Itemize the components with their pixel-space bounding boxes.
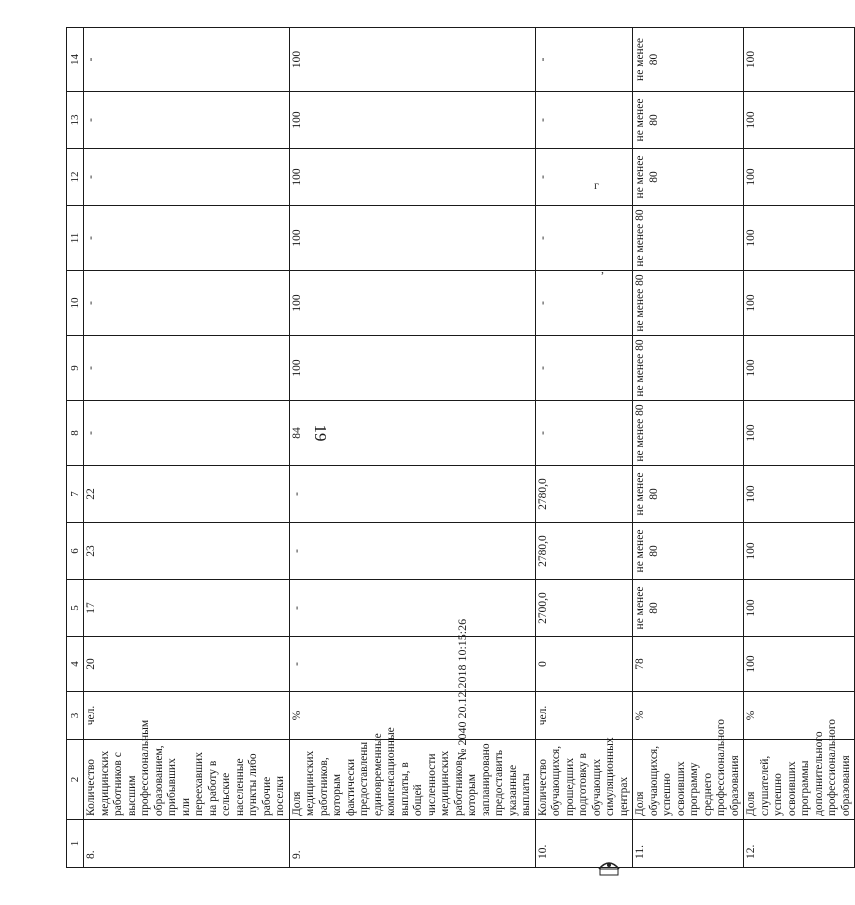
registry-seal-icon [596,857,622,877]
indicator-name: Доля медицинских работников, которым фактически предоставлены единовременные компенсационные выплаты, в общей численности медицинских работников, которым запланировано предоставить указанные выплаты [289,740,535,820]
value-cell: 100 [744,637,855,692]
value-cell: 100 [744,523,855,580]
value-cell: не менее 80 [633,466,744,523]
value-cell: - [84,401,290,466]
column-numbers-row [67,28,84,868]
value-cell: не менее 80 [633,271,744,336]
indicator-name: Доля обучающихся, успешно освоивших программу среднего профессионального образования [633,740,744,820]
stray-mark: г [594,178,599,192]
value-cell: 100 [289,336,535,401]
value-cell: не менее 80 [633,401,744,466]
value-cell: 100 [744,336,855,401]
value-cell: 100 [289,92,535,149]
value-cell: 84 [289,401,535,466]
value-cell: - [535,28,633,92]
value-cell: 100 [744,580,855,637]
unit-cell: чел. [535,692,633,740]
value-cell: - [535,336,633,401]
value-cell: - [535,401,633,466]
value-cell: 17 [84,580,290,637]
column-number: 2 [67,740,84,820]
column-number: 13 [67,92,84,149]
column-number: 3 [67,692,84,740]
value-cell: - [535,206,633,271]
value-cell: - [535,149,633,206]
unit-cell: % [744,692,855,740]
value-cell: - [289,523,535,580]
value-cell: 100 [744,466,855,523]
value-cell: не менее 80 [633,28,744,92]
table-row [633,28,744,868]
value-cell: не менее 80 [633,92,744,149]
value-cell: 100 [289,271,535,336]
column-number: 6 [67,523,84,580]
value-cell: 100 [744,271,855,336]
value-cell: 23 [84,523,290,580]
column-number: 7 [67,466,84,523]
registration-stamp: № 2040 20.12.2018 10:15:26 [455,618,469,760]
value-cell: 100 [289,149,535,206]
value-cell: 2700,0 [535,580,633,637]
value-cell: не менее 80 [633,523,744,580]
value-cell: 78 [633,637,744,692]
indicator-name: Доля слушателей, успешно освоивших программы дополнительного профессионального образования [744,740,855,820]
value-cell: - [84,149,290,206]
value-cell: 100 [744,401,855,466]
value-cell: - [535,92,633,149]
value-cell: - [535,271,633,336]
value-cell: 0 [535,637,633,692]
table-row [84,28,290,868]
value-cell: 2780,0 [535,466,633,523]
value-cell: не менее 80 [633,580,744,637]
value-cell: не менее 80 [633,206,744,271]
row-number: 9. [289,820,535,868]
unit-cell: чел. [84,692,290,740]
unit-cell: % [289,692,535,740]
table-row [289,28,535,868]
value-cell: 2780,0 [535,523,633,580]
column-number: 5 [67,580,84,637]
column-number: 12 [67,149,84,206]
value-cell: - [289,466,535,523]
value-cell: 100 [744,92,855,149]
column-number: 9 [67,336,84,401]
value-cell: 100 [744,149,855,206]
row-number: 11. [633,820,744,868]
value-cell: 100 [744,206,855,271]
row-number: 10. [535,820,633,868]
value-cell: не менее 80 [633,149,744,206]
indicator-name: Количество обучающихся, прошедших подготовку в обучающих симуляционных центрах [535,740,633,820]
value-cell: 100 [744,28,855,92]
value-cell: 20 [84,637,290,692]
column-number: 8 [67,401,84,466]
value-cell: - [84,206,290,271]
row-number: 8. [84,820,290,868]
value-cell: 22 [84,466,290,523]
column-number: 1 [67,820,84,868]
table-row [744,28,855,868]
unit-cell: % [633,692,744,740]
value-cell: - [84,336,290,401]
table-row [535,28,633,868]
column-number: 14 [67,28,84,92]
indicator-name: Количество медицинских работников с высшим профессиональным образованием, прибывших или переехавших на работу в сельские населенные пункты либо рабочие поселки [84,740,290,820]
stray-mark: , [601,262,604,276]
value-cell: - [84,92,290,149]
column-number: 4 [67,637,84,692]
column-number: 11 [67,206,84,271]
value-cell: - [84,28,290,92]
row-number: 12. [744,820,855,868]
column-number: 10 [67,271,84,336]
value-cell: - [289,637,535,692]
value-cell: 100 [289,206,535,271]
value-cell: 100 [289,28,535,92]
page-number: 19 [311,424,330,442]
value-cell: - [84,271,290,336]
value-cell: не менее 80 [633,336,744,401]
value-cell: - [289,580,535,637]
